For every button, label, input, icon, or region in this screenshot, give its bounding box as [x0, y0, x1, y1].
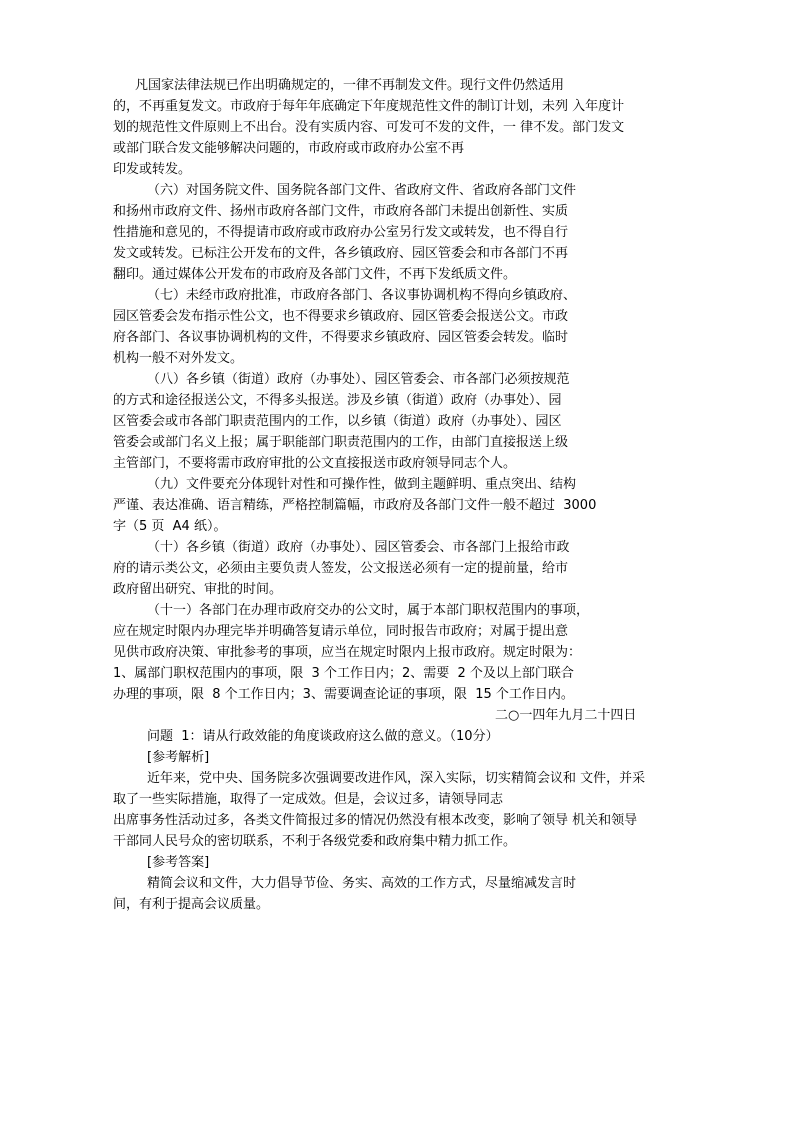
text-line: 翻印。通过媒体公开发布的市政府及各部门文件，不再下发纸质文件。 — [113, 267, 517, 282]
text-line: （六）对国务院文件、国务院各部门文件、省政府文件、省政府各部门文件 — [147, 183, 577, 198]
reference-analysis-heading: [参考解析] — [147, 750, 210, 765]
text-line: 出席事务性活动过多，各类文件简报过多的情况仍然没有根本改变，影响了领导 机关和领导 — [113, 813, 638, 828]
text-line: 的方式和途径报送公文，不得多头报送。涉及乡镇（街道）政府（办事处）、园 — [113, 393, 562, 408]
text-line: 办理的事项，限 8 个工作日内；3、需要调查论证的事项，限 15 个工作日内。 — [113, 687, 574, 702]
text-line: 性措施和意见的，不得提请市政府或市政府办公室另行发文或转发，也不得自行 — [113, 225, 569, 240]
text-line: 取了一些实际措施，取得了一定成效。但是，会议过多，请领导同志 — [113, 792, 504, 807]
text-line: 见供市政府决策、审批参考的事项，应当在规定时限内上报市政府。规定时限为： — [113, 645, 582, 660]
text-line: 凡国家法律法规已作出明确规定的，一律不再制发文件。现行文件仍然适用 — [135, 78, 565, 93]
text-line: 严谨、表达准确、语言精练，严格控制篇幅，市政府及各部门文件一般不超过 3000 — [113, 498, 597, 513]
text-line: 或部门联合发文能够解决问题的，市政府或市政府办公室不再 — [113, 141, 465, 156]
text-line: 精简会议和文件，大力倡导节俭、务实、高效的工作方式，尽量缩减发言时 — [147, 876, 577, 891]
text-line: 区管委会或市各部门职责范围内的工作，以乡镇（街道）政府（办事处）、园区 — [113, 414, 562, 429]
text-line: 印发或转发。 — [113, 162, 192, 177]
question-heading: 问题 1：请从行政效能的角度谈政府这么做的意义。（10分） — [147, 729, 499, 744]
text-line: （十）各乡镇（街道）政府（办事处）、园区管委会、市各部门上报给市政 — [147, 540, 570, 555]
text-line: （八）各乡镇（街道）政府（办事处）、园区管委会、市各部门必须按规范 — [147, 372, 570, 387]
text-line: 的，不再重复发文。市政府于每年年底确定下年度规范性文件的制订计划，未列 入年度计 — [113, 99, 625, 114]
text-line: （十一）各部门在办理市政府交办的公文时，属于本部门职权范围内的事项， — [147, 603, 590, 618]
text-line: 管委会或部门名义上报；属于职能部门职责范围内的工作，由部门直接报送上级 — [113, 435, 569, 450]
text-line: 间，有利于提高会议质量。 — [113, 897, 270, 912]
document-date: 二○一四年九月二十四日 — [495, 708, 637, 723]
text-line: 应在规定时限内办理完毕并明确答复请示单位，同时报告市政府；对属于提出意 — [113, 624, 569, 639]
reference-answer-heading: [参考答案] — [147, 855, 210, 870]
text-line: 政府留出研究、审批的时间。 — [113, 582, 283, 597]
text-line: 干部同人民号众的密切联系，不利于各级党委和政府集中精力抓工作。 — [113, 834, 517, 849]
text-line: （九）文件要充分体现针对性和可操作性，做到主题鲜明、重点突出、结构 — [147, 477, 577, 492]
text-line: 近年来，党中央、国务院多次强调要改进作风，深入实际，切实精简会议和 文件，并采 — [147, 771, 646, 786]
text-line: 1、属部门职权范围内的事项，限 3 个工作日内；2、需要 2 个及以上部门联合 — [113, 666, 574, 681]
text-line: 划的规范性文件原则上不出台。没有实质内容、可发可不发的文件，一 律不发。部门发文 — [113, 120, 625, 135]
text-line: 和扬州市政府文件、扬州市政府各部门文件，市政府各部门未提出创新性、实质 — [113, 204, 569, 219]
text-line: 园区管委会发布指示性公文，也不得要求乡镇政府、园区管委会报送公文。市政 — [113, 309, 569, 324]
text-line: （七）未经市政府批准，市政府各部门、各议事协调机构不得向乡镇政府、 — [147, 288, 577, 303]
text-line: 字（5 页 A4 纸）。 — [113, 519, 227, 534]
text-line: 发文或转发。已标注公开发布的文件，各乡镇政府、园区管委会和市各部门不再 — [113, 246, 569, 261]
text-line: 机构一般不对外发文。 — [113, 351, 244, 366]
text-line: 主管部门，不要将需市政府审批的公文直接报送市政府领导同志个人。 — [113, 456, 517, 471]
text-line: 府各部门、各议事协调机构的文件，不得要求乡镇政府、园区管委会转发。临时 — [113, 330, 569, 345]
text-line: 府的请示类公文，必须由主要负责人签发，公文报送必须有一定的提前量，给市 — [113, 561, 569, 576]
